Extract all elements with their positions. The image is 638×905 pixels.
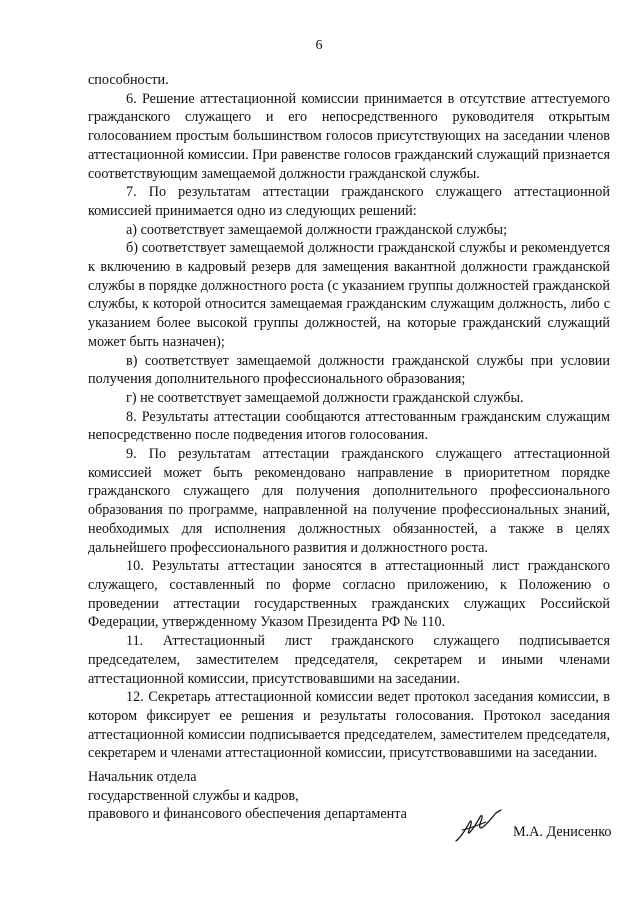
signer-title-line-3: правового и финансового обеспечения департамента bbox=[88, 806, 407, 823]
signer-title-line-1: Начальник отдела bbox=[88, 769, 197, 785]
paragraph: 11. Аттестационный лист гражданского служащего подписывается председателем, заместителем председателя, секретарем и иными членами аттестационной комиссии, присутствовавшими на заседании. bbox=[88, 633, 610, 687]
paragraph: 10. Результаты аттестации заносятся в аттестационный лист гражданского служащего, составленный по форме согласно приложению, к Положению о проведении аттестации государственных гражданских служащих Российской Федерации, утвержденному Указом Президента РФ № 110. bbox=[88, 558, 610, 631]
signature-block bbox=[88, 768, 610, 824]
paragraph: б) соответствует замещаемой должности гражданской службы и рекомендуется к включению в кадровый резерв для замещения вакантной должности гражданской службы в порядке должностного роста (с указанием группы должностей гражданской службы, к которой относится замещаемая гражданским служащим должность, либо с указанием более высокой группы должностей, на которые гражданский служащий может быть назначен); bbox=[88, 240, 610, 350]
paragraph: 12. Секретарь аттестационной комиссии ведет протокол заседания комиссии, в котором фиксирует ее решения и результаты голосования. Протокол заседания аттестационной комиссии подписывается председателем, заместителем председателя, секретарем и членами аттестационной комиссии, присутствовавшими на заседании. bbox=[88, 689, 610, 762]
handwritten-signature bbox=[452, 808, 504, 844]
paragraph: 6. Решение аттестационной комиссии принимается в отсутствие аттестуемого гражданского служащего и его непосредственного руководителя открытым голосованием простым большинством голосов присутствующих на заседании членов аттестационной комиссии. При равенстве голосов гражданский служащий признается соответствующим замещаемой должности гражданской службы. bbox=[88, 90, 610, 182]
paragraph: 9. По результатам аттестации гражданского служащего аттестационной комиссией может быть рекомендовано направление в приоритетном порядке гражданского служащего для получения дополнительного профессионального образования по программе, направленной на получение профессиональных знаний, необходимых для исполнения должностных обязанностей, а также в целях дальнейшего профессионального развития и должностного роста. bbox=[88, 446, 610, 556]
paragraph: 8. Результаты аттестации сообщаются аттестованным гражданским служащим непосредственно после подведения итогов голосования. bbox=[88, 408, 610, 444]
paragraph: в) соответствует замещаемой должности гражданской службы при условии получения дополнительного профессионального образования; bbox=[88, 352, 610, 388]
paragraph: способности. bbox=[88, 72, 169, 88]
paragraph: г) не соответствует замещаемой должности гражданской службы. bbox=[126, 389, 524, 406]
signer-title-line-2: государственной службы и кадров, bbox=[88, 787, 299, 804]
signer-name: М.А. Денисенко bbox=[513, 824, 612, 840]
paragraph: а) соответствует замещаемой должности гражданской службы; bbox=[126, 221, 508, 238]
document-body bbox=[88, 71, 610, 763]
page-number: 6 bbox=[315, 38, 323, 53]
paragraph: 7. По результатам аттестации гражданского служащего аттестационной комиссией принимается одно из следующих решений: bbox=[88, 184, 610, 219]
